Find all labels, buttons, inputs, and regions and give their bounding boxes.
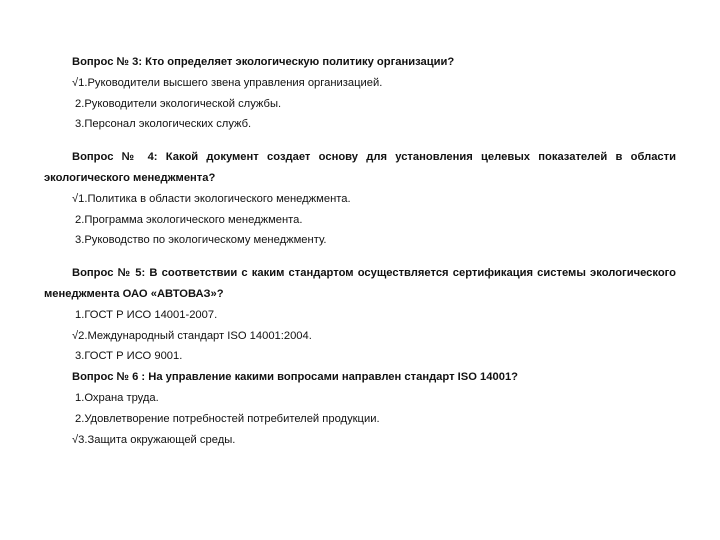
question-block-5 bbox=[44, 263, 676, 367]
question-5-answer-2: √2.Международный стандарт ISO 14001:2004. bbox=[72, 329, 312, 342]
question-5-text: Вопрос № 5: В соответствии с каким стандартом осуществляется сертификация системы экологического менеджмента ОАО «АВТОВАЗ»? bbox=[44, 267, 676, 300]
question-block-4 bbox=[44, 147, 676, 251]
question-block-3 bbox=[44, 52, 676, 135]
question-4-answer-2: 2.Программа экологического менеджмента. bbox=[75, 213, 303, 226]
spacer bbox=[44, 135, 676, 147]
question-5-answer-1: 1.ГОСТ Р ИСО 14001-2007. bbox=[75, 308, 218, 321]
question-4-answer-3: 3.Руководство по экологическому менеджменту. bbox=[75, 234, 327, 247]
question-6-answer-3: √3.Защита окружающей среды. bbox=[72, 433, 236, 446]
spacer bbox=[44, 251, 676, 263]
quiz-document bbox=[44, 52, 676, 450]
question-3-answer-1: √1.Руководители высшего звена управления организацией. bbox=[72, 76, 383, 89]
question-6-answer-1: 1.Охрана труда. bbox=[75, 391, 159, 404]
question-5-answer-3: 3.ГОСТ Р ИСО 9001. bbox=[75, 350, 183, 363]
question-block-6 bbox=[44, 367, 676, 450]
question-6-answer-2: 2.Удовлетворение потребностей потребителей продукции. bbox=[75, 412, 380, 425]
question-3-answer-2: 2.Руководители экологической службы. bbox=[75, 97, 282, 110]
question-4-text: Вопрос № 4: Какой документ создает основу для установления целевых показателей в области экологического менеджмента? bbox=[44, 151, 676, 184]
question-3-answer-3: 3.Персонал экологических служб. bbox=[75, 118, 252, 131]
question-3-text: Вопрос № 3: Кто определяет экологическую политику организации? bbox=[72, 56, 455, 68]
question-6-text: Вопрос № 6 : На управление какими вопросами направлен стандарт ISO 14001? bbox=[72, 371, 518, 384]
question-4-answer-1: √1.Политика в области экологического менеджмента. bbox=[72, 192, 351, 205]
